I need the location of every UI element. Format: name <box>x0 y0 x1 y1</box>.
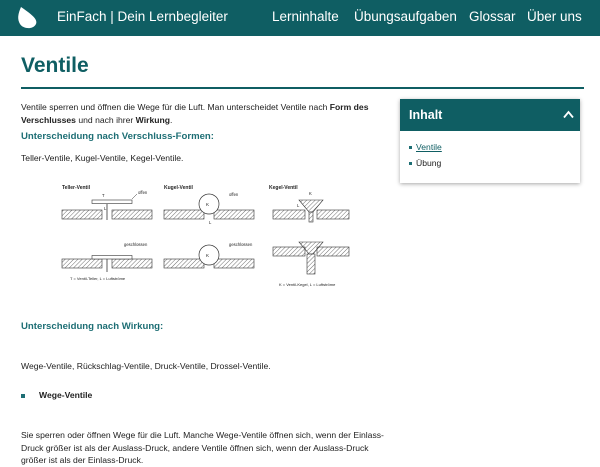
toc-bullet-1 <box>409 146 412 149</box>
intro-bold-form: Form des Verschlusses <box>21 102 369 125</box>
kegel-valve-open <box>273 191 349 222</box>
caption-left: T = Ventil-Teller, L = Luftströme <box>70 276 126 281</box>
valve-types-diagram <box>55 180 365 292</box>
intro-text-start: Ventile sperren und öffnen die Wege für die Luft. Man unterscheidet Ventile nach <box>21 102 330 112</box>
diagram-title-kegel: Kegel-Ventil <box>269 185 298 191</box>
kugel-valve-closed <box>164 242 254 268</box>
toc-panel <box>400 99 580 183</box>
intro-paragraph <box>21 101 373 126</box>
caption-right: K = Ventil-Kegel, L = Luftströme <box>279 282 336 287</box>
kugel-valve-open <box>164 192 254 225</box>
toc-link-ventile[interactable]: Ventile <box>416 142 442 152</box>
site-brand-title[interactable]: EinFach | Dein Lernbegleiter <box>57 9 228 24</box>
toc-title: Inhalt <box>409 108 443 122</box>
letter-l-teller: L <box>104 206 107 211</box>
nav-link-ueber-uns[interactable]: Über uns <box>527 9 582 24</box>
letter-k-kugel-open: K <box>206 202 210 207</box>
title-divider <box>21 87 584 89</box>
bullet-marker <box>21 394 25 398</box>
label-open-kugel: offen <box>229 192 239 197</box>
drop-logo-icon[interactable] <box>16 6 38 30</box>
bullet-label-wege-ventile: Wege-Ventile <box>39 390 93 400</box>
page-title: Ventile <box>21 54 89 77</box>
top-navigation-bar <box>0 0 600 36</box>
teller-valve-open <box>62 190 152 220</box>
label-closed-kugel: geschlossen <box>229 242 253 247</box>
kegel-valve-closed <box>273 242 349 287</box>
letter-k-kugel-closed: K <box>206 253 210 258</box>
diagram-title-teller: Teller-Ventil <box>62 185 90 191</box>
intro-text-end: . <box>169 114 173 125</box>
letter-l-kugel: L <box>209 220 212 225</box>
nav-link-glossar[interactable]: Glossar <box>469 9 516 24</box>
section-heading-verschluss: Unterscheidung nach Verschluss-Formen: <box>21 131 214 142</box>
wege-ventile-description: Sie sperren oder öffnen Wege für die Luft. Manche Wege-Ventile öffnen sich, wenn der Einlass-Druck größer ist als der Auslass-Druck, andere Ventile öffnen sich, wenn der Auslass-Druck größer ist als der Einlass-Druck. <box>21 430 384 465</box>
section-text-wirkung: Wege-Ventile, Rückschlag-Ventile, Druck-Ventile, Drossel-Ventile. <box>21 361 271 371</box>
nav-link-uebungsaufgaben[interactable]: Übungsaufgaben <box>354 9 457 24</box>
nav-link-lerninhalte[interactable]: Lerninhalte <box>272 9 339 24</box>
intro-bold-wirkung: Wirkung <box>135 114 170 125</box>
letter-k-kegel-open: K <box>309 191 312 196</box>
label-closed-teller: geschlossen <box>124 242 148 247</box>
toc-header[interactable] <box>400 99 580 131</box>
section-text-verschluss: Teller-Ventile, Kugel-Ventile, Kegel-Ventile. <box>21 153 184 163</box>
teller-valve-closed <box>62 242 152 281</box>
letter-l-kegel-open: L <box>297 203 300 208</box>
toc-link-uebung[interactable]: Übung <box>416 158 442 168</box>
letter-t-teller: T <box>102 193 105 198</box>
diagram-title-kugel: Kugel-Ventil <box>164 185 193 191</box>
chevron-up-icon[interactable] <box>563 110 574 119</box>
toc-bullet-2 <box>409 162 412 165</box>
label-open-teller: offen <box>138 190 148 195</box>
intro-text-mid: und nach ihrer <box>75 114 136 125</box>
section-heading-wirkung: Unterscheidung nach Wirkung: <box>21 321 164 332</box>
